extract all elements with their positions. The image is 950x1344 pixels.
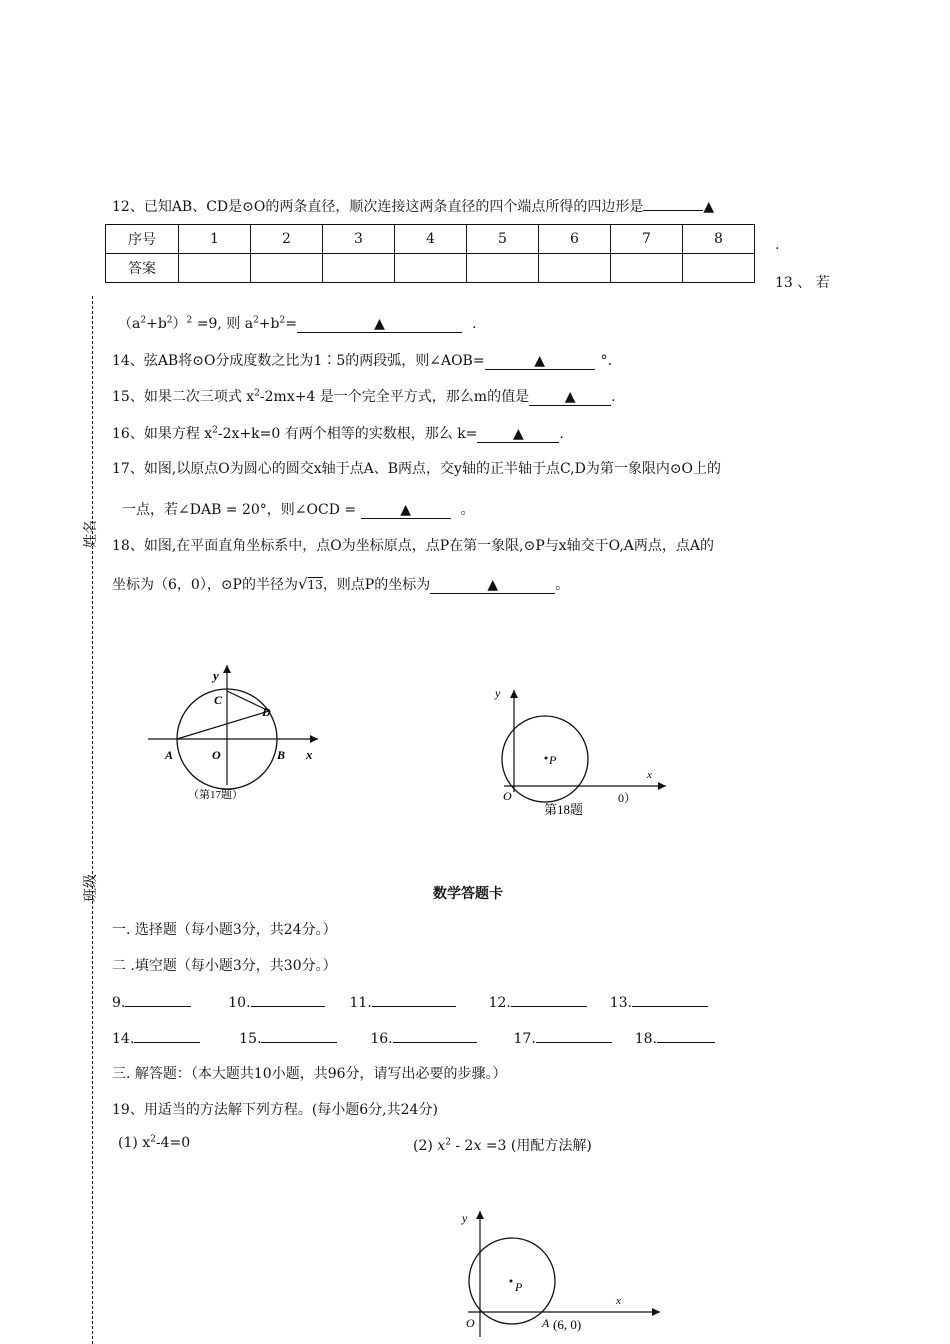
class-label: 班级: [83, 874, 99, 902]
y-axis-arrow: [223, 665, 231, 673]
figure-18-caption: 第18题: [544, 802, 584, 817]
coordinate-label: (6, 0): [553, 1317, 582, 1332]
x-axis-arrow: [310, 735, 318, 743]
answer-blank: [485, 354, 595, 370]
label-x: x: [306, 747, 313, 762]
fill-blank-row-1: 9. 10. 11. 12. 13.: [112, 991, 708, 1011]
question-16: 16、如果方程 $x^2-2x+k=0$ 有两个相等的实数根，那么 k= ▲ .: [112, 425, 564, 442]
answer-blank: [361, 503, 451, 519]
table-number-cell: 2: [251, 225, 323, 254]
fill-blank-17[interactable]: [536, 1027, 612, 1043]
table-number-cell: 7: [611, 225, 683, 254]
question-18-line2: 坐标为（6，0），⊙P的半径为√13，则点P的坐标为 ▲ 。: [112, 575, 570, 593]
question-19-part-1: (1) $x^2-4=0$: [118, 1134, 191, 1151]
fill-blank-16[interactable]: [393, 1027, 477, 1043]
question-15: 15、如果二次三项式 $x^2-2mx+4$ 是一个完全平方式，那么m的值是 ▲ .: [112, 388, 616, 405]
question-12: 12、已知AB、CD是⊙O的两条直径，顺次连接这两条直径的四个端点所得的四边形是 ▲: [112, 195, 714, 216]
answer-marker: ▲: [703, 199, 715, 215]
partial-coordinate: 0）: [618, 791, 637, 805]
question-17-line1: 17、如图,以原点O为圆心的圆交x轴于点A、B两点，交y轴的正半轴于点C,D为第一象限内⊙O上的: [112, 461, 722, 477]
answer-cell[interactable]: [251, 254, 323, 283]
figure-18: [488, 680, 678, 820]
point-p: [545, 757, 548, 760]
answer-marker: ▲: [564, 389, 576, 405]
label-o: O: [466, 1316, 475, 1330]
question-17-line2: 一点，若∠DAB = 20°，则∠OCD = ▲ 。: [122, 502, 475, 518]
answer-blank: [529, 390, 611, 406]
answer-blank: [430, 578, 555, 594]
answer-marker: ▲: [487, 577, 499, 593]
label-o: O: [503, 789, 512, 803]
fill-blank-14[interactable]: [134, 1027, 200, 1043]
fill-blank-13[interactable]: [632, 991, 708, 1007]
label-y: y: [495, 686, 501, 700]
figure-17-caption: （第17题）: [188, 789, 243, 801]
label-b: B: [277, 748, 286, 762]
label-y: y: [462, 1211, 468, 1225]
answer-cell[interactable]: [539, 254, 611, 283]
fill-blank-row-2: 14. 15. 16. 17. 18.: [112, 1027, 715, 1047]
label-a: A: [542, 1316, 550, 1330]
section-2-heading: 二 .填空题（每小题3分，共30分。）: [112, 958, 337, 974]
figure-bottom: [450, 1205, 670, 1341]
answer-marker: ▲: [513, 426, 524, 442]
sqrt-sign: √: [297, 575, 308, 593]
label-d: D: [262, 705, 271, 719]
table-number-cell: 5: [467, 225, 539, 254]
question-19-part-2: (2) $x^2 - 2x =3$ (用配方法解): [413, 1137, 592, 1154]
answer-card-title: 数学答题卡: [433, 886, 503, 902]
label-x: x: [647, 769, 652, 781]
name-label: 姓名: [83, 520, 99, 548]
fill-blank-10[interactable]: [251, 991, 325, 1007]
question-13: $(a^2+b^2)^2 =9$, 则 $a^2+b^2=$ ▲ .: [118, 315, 477, 332]
answer-blank: [477, 427, 559, 443]
answer-marker: ▲: [534, 353, 545, 369]
label-a: A: [165, 748, 174, 762]
segment-ad: [177, 711, 269, 739]
point-p: [510, 1280, 513, 1283]
fill-blank-11[interactable]: [372, 991, 456, 1007]
table-number-cell: 6: [539, 225, 611, 254]
table-number-cell: 8: [683, 225, 755, 254]
y-axis-arrow: [510, 690, 518, 698]
fill-blank-12[interactable]: [511, 991, 587, 1007]
table-number-cell: 3: [323, 225, 395, 254]
answer-cell[interactable]: [683, 254, 755, 283]
table-header-cell: 答案: [106, 254, 179, 283]
label-p: P: [549, 753, 557, 767]
table-number-cell: 1: [179, 225, 251, 254]
answer-cell[interactable]: [179, 254, 251, 283]
question-13-prefix: 13 、 若: [775, 275, 830, 291]
section-3-heading: 三. 解答题：（本大题共10小题，共96分，请写出必要的步骤。）: [112, 1066, 507, 1082]
table-row: [106, 225, 755, 254]
figure-17: [140, 655, 330, 805]
table-row: [106, 254, 755, 283]
table-trailing-dot: .: [775, 237, 780, 253]
table-number-cell: 4: [395, 225, 467, 254]
table-header-cell: 序号: [106, 225, 179, 254]
x-axis-arrow: [652, 1308, 660, 1316]
answer-cell[interactable]: [395, 254, 467, 283]
label-c: C: [214, 693, 223, 707]
answer-marker: ▲: [400, 502, 411, 518]
question-19: 19、用适当的方法解下列方程。(每小题6分,共24分): [112, 1102, 438, 1118]
x-axis-arrow: [658, 782, 666, 790]
label-x: x: [616, 1295, 621, 1307]
answer-cell[interactable]: [611, 254, 683, 283]
y-axis-arrow: [476, 1211, 484, 1219]
fill-blank-9[interactable]: [125, 991, 191, 1007]
binding-dash-line: [92, 296, 93, 1344]
answer-cell[interactable]: [467, 254, 539, 283]
answer-table: [105, 224, 755, 283]
label-p: P: [515, 1280, 523, 1294]
fill-blank-18[interactable]: [657, 1027, 715, 1043]
fill-blank-15[interactable]: [261, 1027, 337, 1043]
label-y: y: [213, 668, 219, 683]
question-14: 14、弦AB将⊙O分成度数之比为1∶5的两段弧，则∠AOB= ▲ °.: [112, 353, 613, 369]
answer-marker: ▲: [374, 316, 385, 332]
question-18-line1: 18、如图,在平面直角坐标系中，点O为坐标原点，点P在第一象限,⊙P与x轴交于O,A两点，点A的: [112, 538, 714, 554]
answer-blank: [297, 317, 462, 333]
section-1-heading: 一. 选择题（每小题3分，共24分。）: [112, 922, 337, 938]
label-o: O: [212, 748, 221, 762]
answer-cell[interactable]: [323, 254, 395, 283]
